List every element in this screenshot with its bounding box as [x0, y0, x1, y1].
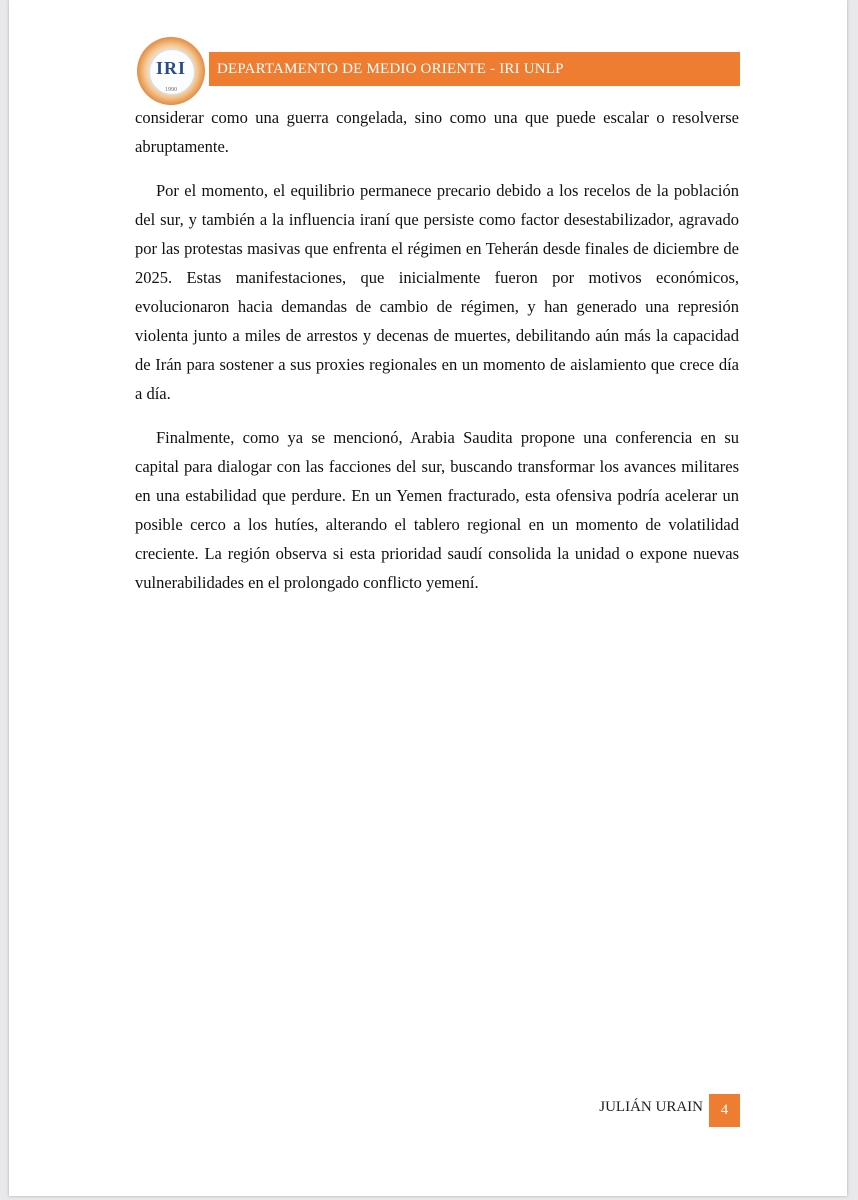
department-header: DEPARTAMENTO DE MEDIO ORIENTE - IRI UNLP: [209, 52, 740, 86]
iri-logo: [137, 37, 205, 105]
author-name: JULIÁN URAIN: [599, 1099, 703, 1115]
body-text: [135, 103, 739, 612]
paragraph-continued: considerar como una guerra congelada, sino como una que puede escalar o resolverse abruptamente.: [135, 108, 739, 156]
paragraph: Por el momento, el equilibrio permanece precario debido a los recelos de la población del sur, y también a la influencia iraní que persiste como factor desestabilizador, agravado por las protestas masivas que enfrenta el régimen en Teherán desde finales de diciembre de 2025. Estas manifestaciones, que inicialmente fueron por motivos económicos, evolucionaron hacia demandas de cambio de régimen, y han generado una represión violenta junto a miles de arrestos y decenas de muertes, debilitando aún más la capacidad de Irán para sostener a sus proxies regionales en un momento de aislamiento que crece día a día.: [135, 181, 739, 403]
page-number: 4: [709, 1094, 740, 1127]
paragraph: Finalmente, como ya se mencionó, Arabia Saudita propone una conferencia en su capital para dialogar con las facciones del sur, buscando transformar los avances militares en una estabilidad que perdure. En un Yemen fracturado, esta ofensiva podría acelerar un posible cerco a los hutíes, alterando el tablero regional en un momento de volatilidad creciente. La región observa si esta prioridad saudí consolida la unidad o expone nuevas vulnerabilidades en el prolongado conflicto yemení.: [135, 428, 739, 592]
logo-text: IRI: [155, 58, 186, 78]
document-page: [9, 0, 847, 1196]
logo-year: 1990: [165, 87, 177, 93]
